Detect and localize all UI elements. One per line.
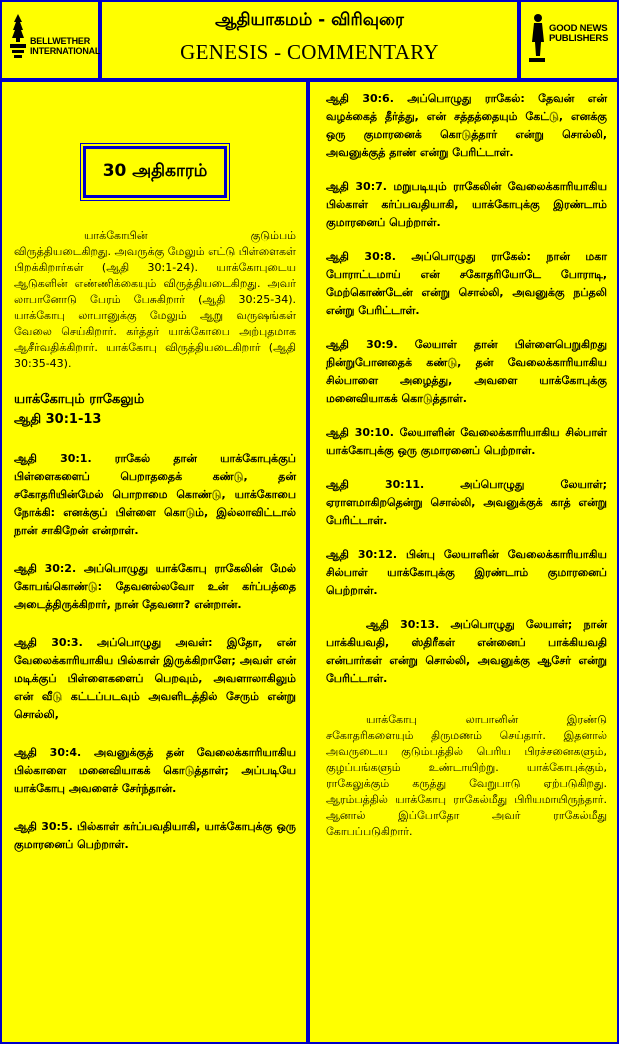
section-heading-title: யாக்கோபும் ராகேலும் (14, 392, 145, 407)
good-news-logo (517, 2, 617, 78)
chapter-title: 30 அதிகாரம் (102, 161, 208, 181)
good-news-logo-icon (527, 12, 547, 64)
closing-paragraph: யாக்கோபு லாபானின் இரண்டு சகோதரிகளையும் திருமணம் செய்தார். இதனால் அவருடைய குடும்பத்தில் பெரிய பிரச்சனைகளும், குழப்பங்களும் உண்டாயிற்று. யாக்கோபுக்கும், ராகேலுக்கும் கருத்து வேறுபாடு ஏற்படுகிறது. ஆரம்பத்தில் யாக்கோபு ராகேல்மீது பிரியமாயிருந்தார். ஆனால் இப்போதோ அவர் ராகேல்மீது கோபப்படுகிறார். (326, 713, 607, 838)
verse-30-7: ஆதி 30:7. மறுபடியும் ராகேலின் வேலைக்காரியாகிய பில்காள் கர்ப்பவதியாகி, யாக்கோபுக்கு இரண்டாம் குமாரனைப் பெற்றாள். (326, 180, 607, 229)
verse-30-13: ஆதி 30:13. அப்பொழுது லேயாள்; நான் பாக்கியவதி, ஸ்திரீகள் என்னைப் பாக்கியவதி என்பார்கள் என்று சொல்லி, அவனுக்கு ஆசேர் என்று பேரிட்டாள். (326, 618, 607, 685)
verse-30-8: ஆதி 30:8. அப்பொழுது ராகேல்: நான் மகா போராட்டமாய் என் சகோதரியோடே போராடி, மேற்கொண்டேன் என்று சொல்லி, அவனுக்கு நப்தலி என்று பேரிட்டாள். (326, 250, 607, 317)
verse-30-9: ஆதி 30:9. லேயாள் தான் பிள்ளைபெறுகிறது நின்றுபோனதைக் கண்டு, தன் வேலைக்காரியாகிய சில்பாளை அழைத்து, அவளை யாக்கோபுக்கு மனைவியாகக் கொடுத்தாள். (326, 338, 607, 405)
verse-30-11: ஆதி 30:11. அப்பொழுது லேயாள்; ஏராளமாகிறதென்று சொல்லி, அவனுக்குக் காத் என்று பேரிட்டாள். (326, 478, 607, 527)
page-title (106, 2, 513, 78)
verse-30-3: ஆதி 30:3. அப்பொழுது அவள்: இதோ, என் வேலைக்காரியாகிய பில்காள் இருக்கிறாளே; அவள் என் மடிக்குப் பிள்ளைகளைப் பெறவும், அவளாலாகிலும் என் வீடு கட்டப்படவும் அவளிடத்தில் சேரும் என்று சொல்லி, (14, 636, 296, 721)
chapter-title-box (83, 146, 227, 198)
bellwether-logo (2, 2, 102, 78)
left-column (2, 82, 310, 1042)
page-header (2, 2, 617, 82)
bellwether-logo-text: BELLWETHER INTERNATIONAL (30, 36, 101, 56)
section-heading-reference: ஆதி 30:1-13 (14, 412, 102, 427)
verse-30-1: ஆதி 30:1. ராகேல் தான் யாக்கோபுக்குப் பிள்ளைகளைப் பெறாததைக் கண்டு, தன் சகோதரியின்மேல் பொறாமை கொண்டு, யாக்கோபை நோக்கி: எனக்குப் பிள்ளை கொடும், இல்லாவிட்டால் நான் சாகிறேன் என்றாள். (14, 452, 296, 537)
verse-30-2: ஆதி 30:2. அப்பொழுது யாக்கோபு ராகேலின் மேல் கோபங்கொண்டு: தேவனல்லவோ உன் கர்ப்பத்தை அடைத்திருக்கிறார், நான் தேவனா? என்றான். (14, 562, 296, 611)
verse-30-6: ஆதி 30:6. அப்பொழுது ராகேல்: தேவன் என் வழக்கைத் தீர்த்து, என் சத்தத்தையும் கேட்டு, எனக்கு ஒரு குமாரனைக் கொடுத்தார் என்று சொல்லி, அவனுக்குத் தாண் என்று பேரிட்டாள். (326, 92, 607, 159)
good-news-logo-text: GOOD NEWS PUBLISHERS (549, 23, 609, 44)
verse-30-5: ஆதி 30:5. பில்காள் கர்ப்பவதியாகி, யாக்கோபுக்கு ஒரு குமாரனைப் பெற்றாள். (14, 820, 296, 851)
verse-30-10: ஆதி 30:10. லேயாளின் வேலைக்காரியாகிய சில்பாள் யாக்கோபுக்கு ஒரு குமாரனைப் பெற்றாள். (326, 426, 607, 457)
section-heading (14, 390, 296, 430)
title-tamil: ஆதியாகமம் - விரிவுரை (215, 10, 404, 30)
title-english: GENESIS - COMMENTARY (180, 40, 439, 64)
bellwether-logo-icon (8, 12, 28, 64)
intro-paragraph: யாக்கோபின் குடும்பம் விருத்தியடைகிறது. அவருக்கு மேலும் எட்டு பிள்ளைகள் பிறக்கிறார்கள் (ஆதி 30:1-24). யாக்கோபுடைய ஆடுகளின் எண்ணிக்கையும் விருத்தியடைகிறது. அவர் லாபானோடு பேரம் பேசுகிறார் (ஆதி 30:25-34). யாக்கோபு லாபானுக்கு மேலும் ஆறு வருஷங்கள் வேலை செய்கிறார். கர்த்தர் யாக்கோபை அற்புதமாக ஆசீர்வதிக்கிறார். யாக்கோபு விருத்தியடைகிறார் (ஆதி 30:35-43). (14, 229, 296, 370)
verse-30-12: ஆதி 30:12. பின்பு லேயாளின் வேலைக்காரியாகிய சில்பாள் யாக்கோபுக்கு இரண்டாம் குமாரனைப் பெற்றாள். (326, 548, 607, 597)
verse-30-4: ஆதி 30:4. அவனுக்குத் தன் வேலைக்காரியாகிய பில்காளை மனைவியாகக் கொடுத்தாள்; அப்படியே யாக்கோபு அவளைச் சேர்ந்தான். (14, 746, 296, 795)
right-column (314, 82, 617, 1042)
